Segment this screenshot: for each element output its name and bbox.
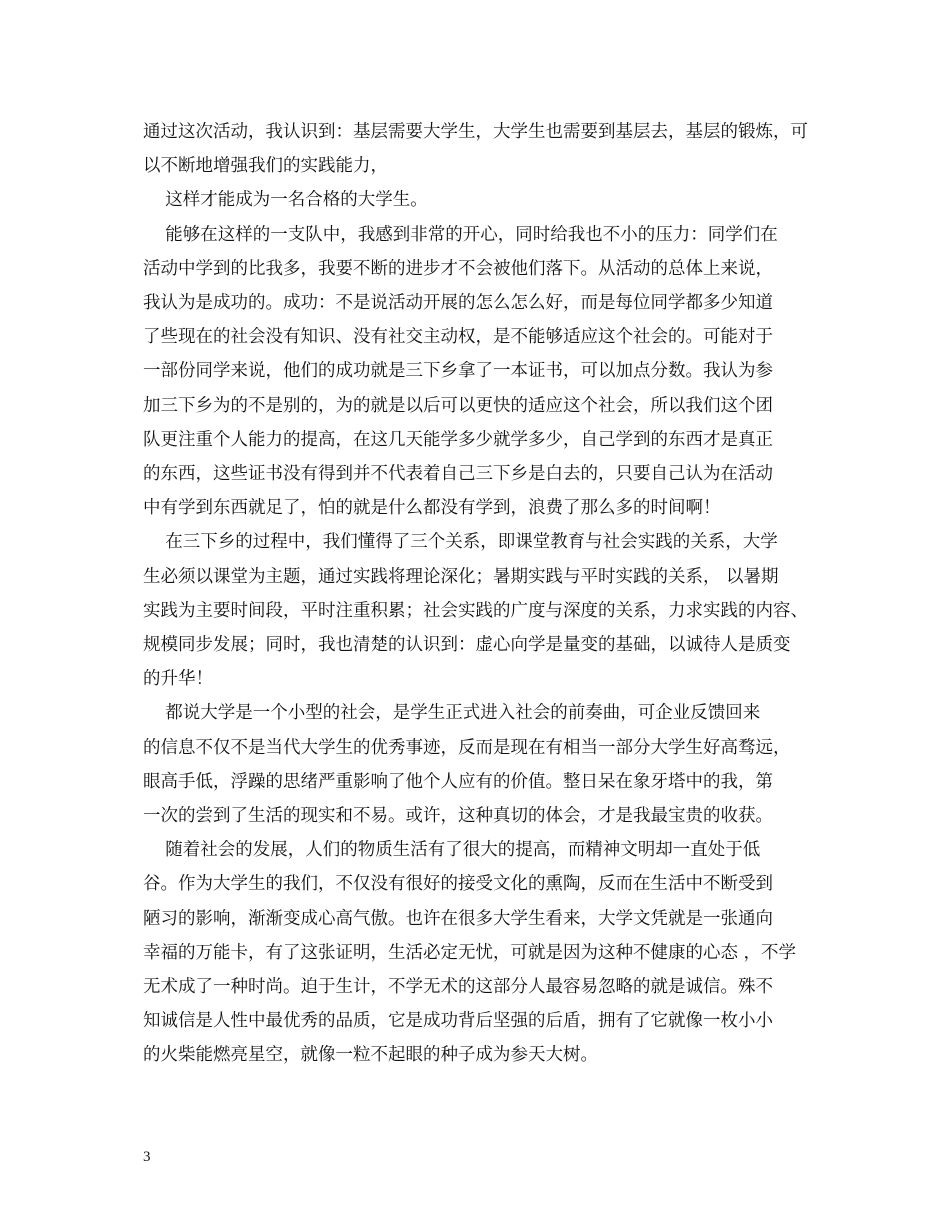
text-line: 的升华！ [143, 669, 213, 690]
text-line: 这样才能成为一名合格的大学生。 [143, 190, 428, 211]
text-line: 能够在这样的一支队中，我感到非常的开心，同时给我也不小的压力：同学们在 [143, 224, 778, 245]
text-line: 中有学到东西就足了，怕的就是什么都没有学到，浪费了那么多的时间啊！ [143, 498, 721, 519]
text-line: 眼高手低，浮躁的思绪严重影响了他个人应有的价值。整日呆在象牙塔中的我，第 [143, 771, 773, 792]
text-line: 的信息不仅不是当代大学生的优秀事迹，反而是现在有相当一部分大学生好高骛远， [143, 737, 791, 758]
paragraph [143, 696, 811, 833]
text-line: 谷。作为大学生的我们，不仅没有很好的接受文化的熏陶，反而在生活中不断受到 [143, 874, 773, 895]
text-line: 幸福的万能卡，有了这张证明，生活必定无忧，可就是因为这种不健康的心态 ，不学 [143, 942, 797, 963]
text-line: 随着社会的发展，人们的物质生活有了很大的提高，而精神文明却一直处于低 [143, 840, 761, 861]
text-line: 加三下乡为的不是别的，为的就是以后可以更快的适应这个社会，所以我们这个团 [143, 395, 773, 416]
text-line: 的东西，这些证书没有得到并不代表着自己三下乡是白去的，只要自己认为在活动 [143, 464, 773, 485]
text-line: 知诚信是人性中最优秀的品质，它是成功背后坚强的后盾，拥有了它就像一枚小小 [143, 1011, 773, 1032]
text-line: 通过这次活动，我认识到：基层需要大学生，大学生也需要到基层去，基层的锻炼，可 [143, 122, 808, 142]
text-line: 我认为是成功的。成功：不是说活动开展的怎么怎么好，而是每位同学都多少知道 [143, 293, 773, 314]
document-body [143, 115, 811, 1073]
paragraph [143, 525, 811, 696]
text-line: 的火柴能燃亮星空，就像一粒不起眼的种子成为参天大树。 [143, 1045, 598, 1066]
text-line: 活动中学到的比我多，我要不断的进步才不会被他们落下。从活动的总体上来说， [143, 258, 773, 279]
text-line: 了些现在的社会没有知识、没有社交主动权，是不能够适应这个社会的。可能对于 [143, 327, 773, 348]
text-line: 一部份同学来说，他们的成功就是三下乡拿了一本证书，可以加点分数。我认为参 [143, 361, 773, 382]
text-line: 队更注重个人能力的提高，在这几天能学多少就学多少，自己学到的东西才是真正 [143, 429, 773, 450]
text-line: 规模同步发展；同时，我也清楚的认识到：虚心向学是量变的基础，以诚待人是质变 [143, 635, 791, 656]
paragraph [143, 833, 811, 1072]
page-number: 3 [143, 1149, 151, 1165]
text-line: 一次的尝到了生活的现实和不易。或许，这种真切的体会，才是我最宝贵的收获。 [143, 806, 773, 827]
text-line: 以不断地增强我们的实践能力， [143, 156, 388, 177]
text-line: 陋习的影响，渐渐变成心高气傲。也许在很多大学生看来，大学文凭就是一张通向 [143, 908, 773, 929]
paragraph [143, 183, 811, 217]
text-line: 在三下乡的过程中，我们懂得了三个关系，即课堂教育与社会实践的关系，大学 [143, 532, 778, 553]
text-line: 实践为主要时间段，平时注重积累；社会实践的广度与深度的关系，力求实践的内容、 [143, 600, 808, 621]
text-line: 无术成了一种时尚。迫于生计，不学无术的这部分人最容易忽略的就是诚信。殊不 [143, 977, 773, 998]
paragraph [143, 115, 811, 183]
text-line: 生必须以课堂为主题，通过实践将理论深化；暑期实践与平时实践的关系， 以暑期 [143, 566, 779, 587]
text-line: 都说大学是一个小型的社会，是学生正式进入社会的前奏曲，可企业反馈回来 [143, 703, 761, 724]
paragraph [143, 218, 811, 526]
